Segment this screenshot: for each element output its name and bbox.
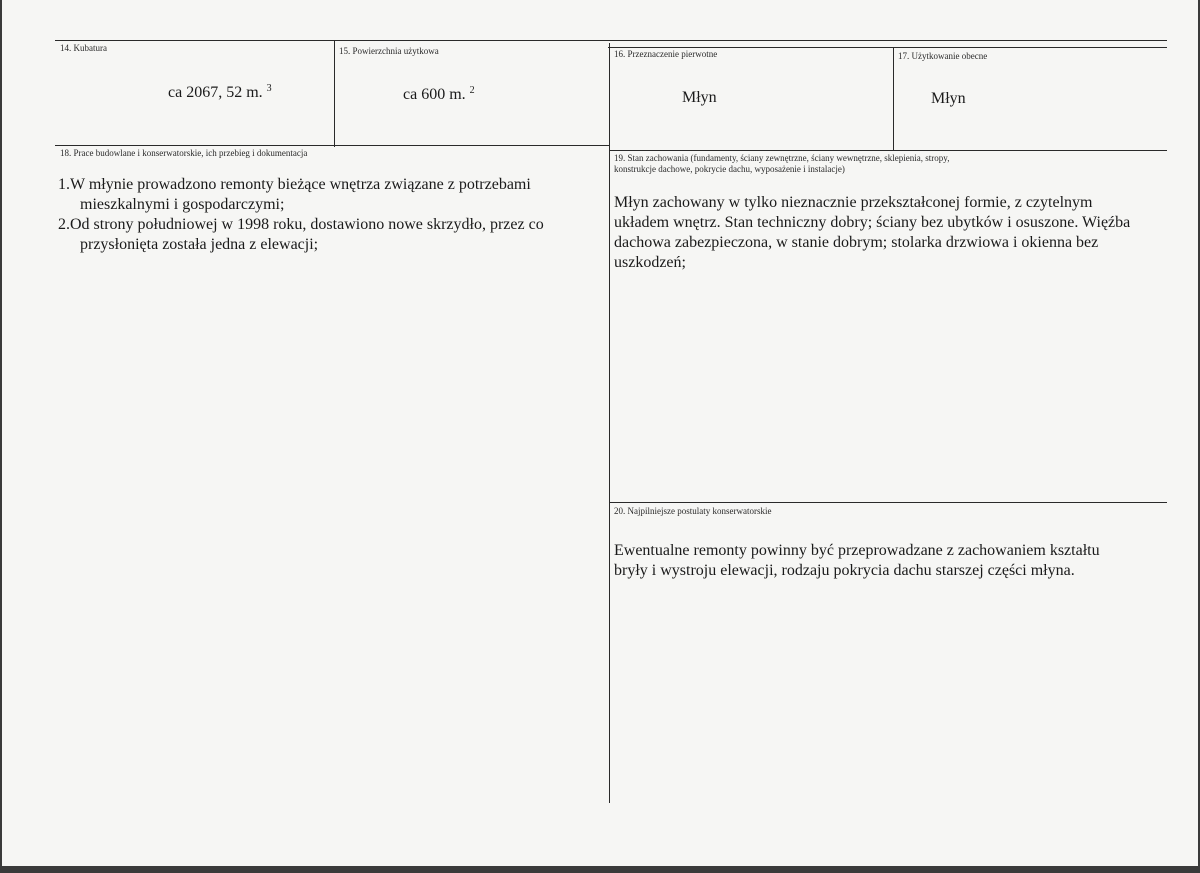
- postulaty-text: Ewentualne remonty powinny być przeprowadzane z zachowaniem kształtu bryły i wystroju elewacji, rodzaju pokrycia dachu starszej części młyna.: [614, 542, 1100, 579]
- row-rule-left: [55, 145, 610, 146]
- stan-label-line-2: konstrukcje dachowe, pokrycie dachu, wyposażenie i instalacje): [614, 164, 845, 174]
- form-sheet: [2, 0, 1198, 866]
- section-19-20-rule: [610, 502, 1167, 503]
- top-rule-right: [608, 47, 1167, 48]
- przeznaczenie-value: Młyn: [682, 89, 717, 106]
- powierzchnia-unit-exponent: 2: [469, 85, 475, 96]
- row-rule-right: [610, 150, 1167, 151]
- przeznaczenie-label: 16. Przeznaczenie pierwotne: [614, 49, 718, 59]
- divider-15-16: [609, 43, 610, 803]
- kubatura-unit-exponent: 3: [266, 83, 272, 94]
- prace-list: [58, 175, 578, 255]
- prace-item-2: 2.Od strony południowej w 1998 roku, dostawiono nowe skrzydło, przez co przysłonięta została jedna z elewacji;: [58, 216, 544, 253]
- uzytkowanie-label: 17. Użytkowanie obecne: [898, 51, 988, 61]
- divider-14-15: [334, 40, 335, 147]
- powierzchnia-number: ca 600 m.: [403, 86, 466, 103]
- prace-label: 18. Prace budowlane i konserwatorskie, ich przebieg i dokumentacja: [60, 148, 308, 158]
- uzytkowanie-value: Młyn: [931, 90, 966, 107]
- kubatura-value: [168, 83, 272, 105]
- postulaty-label: 20. Najpilniejsze postulaty konserwatorskie: [614, 506, 772, 516]
- stan-label-line-1: 19. Stan zachowania (fundamenty, ściany zewnętrzne, ściany wewnętrzne, sklepienia, stropy,: [614, 153, 950, 163]
- powierzchnia-value: [403, 85, 475, 107]
- top-rule: [55, 40, 1167, 41]
- divider-16-17: [893, 47, 894, 150]
- stan-text: Młyn zachowany w tylko nieznacznie przekształconej formie, z czytelnym układem wnętrz. Stan techniczny dobry; ściany bez ubytków i osuszone. Więźba dachowa zabezpieczona, w stanie dobrym; stolarka drzwiowa i okienna bez uszkodzeń;: [614, 194, 1131, 271]
- prace-item-1: 1.W młynie prowadzono remonty bieżące wnętrza związane z potrzebami mieszkalnymi i gospodarczymi;: [58, 176, 531, 213]
- powierzchnia-label: 15. Powierzchnia użytkowa: [339, 46, 439, 56]
- kubatura-label: 14. Kubatura: [60, 43, 107, 53]
- kubatura-number: ca 2067, 52 m.: [168, 84, 263, 101]
